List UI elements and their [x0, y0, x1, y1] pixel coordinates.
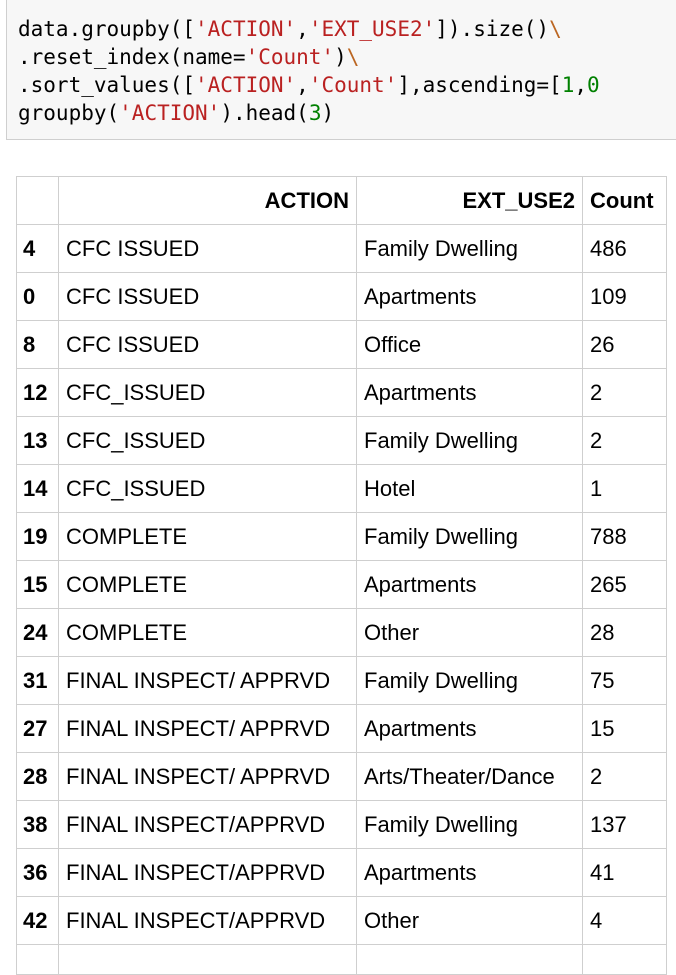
table-row [17, 225, 667, 273]
cell-action: FINAL INSPECT/ APPRVD [59, 705, 357, 753]
cell-count: 486 [583, 225, 667, 273]
row-index: 42 [17, 897, 59, 945]
code-token: ],ascending=[ [397, 73, 562, 97]
code-token: .reset_index(name= [18, 45, 246, 69]
cell-ext-use2: Family Dwelling [357, 225, 583, 273]
code-token: , [296, 73, 309, 97]
column-header-ext-use2: EXT_USE2 [357, 177, 583, 225]
cell-count: 265 [583, 561, 667, 609]
cell-action: FINAL INSPECT/ APPRVD [59, 753, 357, 801]
cell-ext-use2: Apartments [357, 705, 583, 753]
code-token: groupby( [18, 101, 120, 125]
table-row [17, 321, 667, 369]
code-token: \ [346, 45, 360, 69]
cell-count: 109 [583, 273, 667, 321]
cell-action: CFC ISSUED [59, 321, 357, 369]
empty-cell [357, 945, 583, 975]
code-line [18, 73, 600, 97]
code-token: ) [334, 45, 347, 69]
table-row [17, 465, 667, 513]
cell-ext-use2: Apartments [357, 273, 583, 321]
cell-ext-use2: Family Dwelling [357, 801, 583, 849]
cell-count: 1 [583, 465, 667, 513]
table-row [17, 513, 667, 561]
cell-count: 137 [583, 801, 667, 849]
code-token: 'EXT_USE2' [308, 17, 436, 41]
cell-action: FINAL INSPECT/ APPRVD [59, 657, 357, 705]
code-token: \ [549, 17, 562, 41]
cell-ext-use2: Family Dwelling [357, 417, 583, 465]
code-token: 'Count' [245, 45, 335, 69]
cell-ext-use2: Apartments [357, 849, 583, 897]
row-index: 0 [17, 273, 59, 321]
table-row [17, 369, 667, 417]
code-line [18, 45, 359, 69]
empty-cell [17, 945, 59, 975]
table-row [17, 897, 667, 945]
cell-action: COMPLETE [59, 609, 357, 657]
cell-ext-use2: Apartments [357, 369, 583, 417]
cell-ext-use2: Family Dwelling [357, 513, 583, 561]
cell-action: CFC_ISSUED [59, 369, 357, 417]
cell-count: 2 [583, 417, 667, 465]
row-index: 24 [17, 609, 59, 657]
code-line [18, 17, 562, 41]
cell-action: CFC_ISSUED [59, 417, 357, 465]
cell-action: COMPLETE [59, 513, 357, 561]
cell-count: 41 [583, 849, 667, 897]
code-token: 'Count' [308, 73, 398, 97]
row-index: 14 [17, 465, 59, 513]
table-row [17, 561, 667, 609]
code-token: 0 [587, 73, 600, 97]
row-index: 15 [17, 561, 59, 609]
row-index: 12 [17, 369, 59, 417]
row-index: 28 [17, 753, 59, 801]
cell-action: FINAL INSPECT/APPRVD [59, 849, 357, 897]
table-row [17, 273, 667, 321]
code-token: ) [321, 101, 335, 125]
cell-count: 28 [583, 609, 667, 657]
table-row [17, 753, 667, 801]
table-row [17, 801, 667, 849]
cell-ext-use2: Office [357, 321, 583, 369]
cell-count: 2 [583, 753, 667, 801]
cell-count: 788 [583, 513, 667, 561]
table-row [17, 705, 667, 753]
code-editor[interactable] [18, 15, 600, 127]
cell-ext-use2: Hotel [357, 465, 583, 513]
column-header-count: Count [583, 177, 667, 225]
cell-ext-use2: Arts/Theater/Dance [357, 753, 583, 801]
empty-cell [583, 945, 667, 975]
cell-ext-use2: Other [357, 897, 583, 945]
table-row [17, 609, 667, 657]
cell-count: 2 [583, 369, 667, 417]
table-row-partial [17, 945, 667, 975]
code-token: 1 [561, 73, 575, 97]
row-index: 19 [17, 513, 59, 561]
cell-ext-use2: Other [357, 609, 583, 657]
code-token: ).head( [220, 101, 309, 125]
index-header [17, 177, 59, 225]
cell-count: 4 [583, 897, 667, 945]
row-index: 13 [17, 417, 59, 465]
row-index: 27 [17, 705, 59, 753]
code-cell[interactable] [6, 0, 676, 140]
dataframe-table [16, 176, 667, 975]
code-token: 'ACTION' [195, 73, 297, 97]
row-index: 4 [17, 225, 59, 273]
row-index: 36 [17, 849, 59, 897]
column-header-action: ACTION [59, 177, 357, 225]
cell-action: CFC_ISSUED [59, 465, 357, 513]
cell-ext-use2: Apartments [357, 561, 583, 609]
output-area [16, 176, 667, 975]
row-index: 31 [17, 657, 59, 705]
empty-cell [59, 945, 357, 975]
code-line [18, 101, 334, 125]
code-token: ]).size() [435, 17, 550, 41]
cell-count: 15 [583, 705, 667, 753]
table-header-row [17, 177, 667, 225]
code-token: 'ACTION' [195, 17, 297, 41]
table-row [17, 849, 667, 897]
cell-action: CFC ISSUED [59, 273, 357, 321]
code-token: 'ACTION' [119, 101, 221, 125]
table-row [17, 417, 667, 465]
row-index: 8 [17, 321, 59, 369]
cell-action: FINAL INSPECT/APPRVD [59, 801, 357, 849]
cell-action: FINAL INSPECT/APPRVD [59, 897, 357, 945]
code-token: , [574, 73, 588, 97]
cell-count: 26 [583, 321, 667, 369]
code-token: , [296, 17, 309, 41]
cell-count: 75 [583, 657, 667, 705]
code-token: .sort_values([ [18, 73, 196, 97]
cell-action: COMPLETE [59, 561, 357, 609]
cell-action: CFC ISSUED [59, 225, 357, 273]
table-row [17, 657, 667, 705]
code-token: 3 [308, 101, 322, 125]
row-index: 38 [17, 801, 59, 849]
cell-ext-use2: Family Dwelling [357, 657, 583, 705]
code-token: data.groupby([ [18, 17, 196, 41]
